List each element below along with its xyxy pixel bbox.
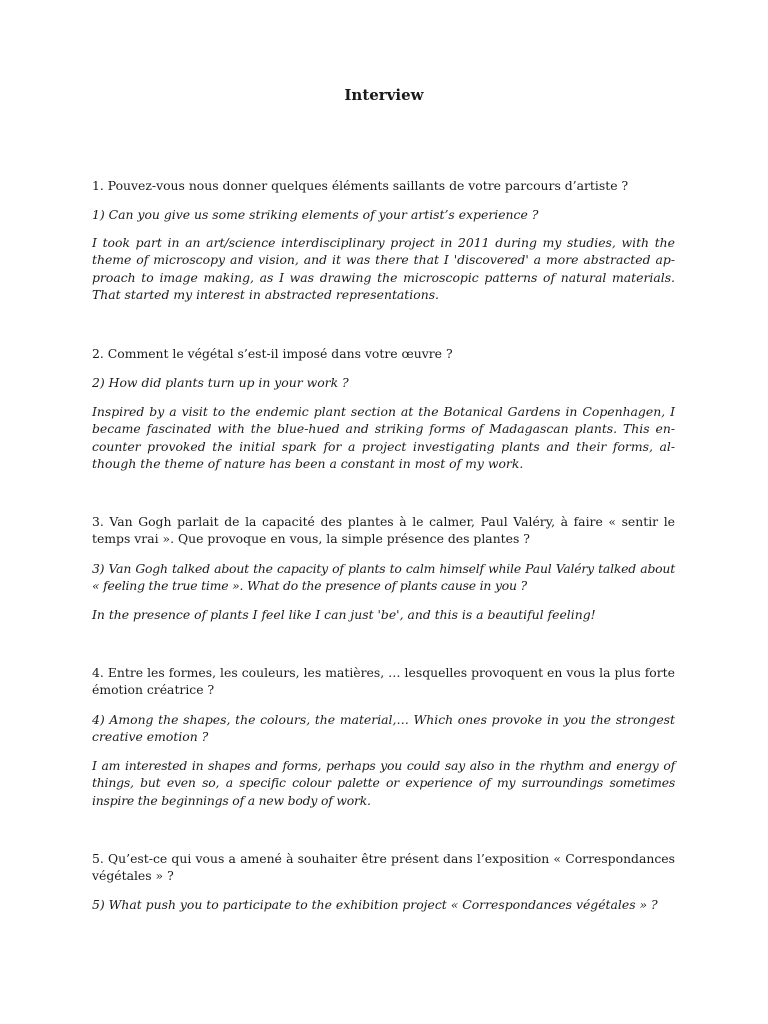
page-title: Interview (344, 86, 424, 104)
question-2-french: 2. Comment le végétal s’est-il imposé dans votre œuvre ? (92, 346, 453, 361)
question-1-french: 1. Pouvez-vous nous donner quelques éléments saillants de votre parcours d’artiste ? (92, 178, 629, 193)
question-1-english: 1) Can you give us some striking elements of your artist’s experience ? (92, 207, 539, 222)
answer-1: I took part in an art/science interdisciplinary project in 2011 during my studies, with the theme of microscopy and vision, and it was there that I 'discovered' a more abstracted approach to image making, as I was drawing the microscopic patterns of natural materials. That started my interest in abstracted representations. (92, 235, 675, 303)
question-3-english: 3) Van Gogh talked about the capacity of plants to calm himself while Paul Valéry talked about « feeling the true time ». What do the presence of plants cause in you ? (92, 561, 675, 594)
answer-3: In the presence of plants I feel like I can just 'be', and this is a beautiful feeling! (92, 607, 596, 622)
question-5-french: 5. Qu’est-ce qui vous a amené à souhaiter être présent dans l’exposition « Correspondances végétales » ? (92, 851, 675, 884)
answer-4: I am interested in shapes and forms, perhaps you could say also in the rhythm and energy of things, but even so, a specific colour palette or experience of my surroundings sometimes inspire the beginnings of a new body of work. (92, 758, 675, 808)
question-5-english: 5) What push you to participate to the exhibition project « Correspondances végétales » ? (92, 897, 658, 912)
answer-2: Inspired by a visit to the endemic plant section at the Botanical Gardens in Copenhagen, I became fascinated with the blue-hued and striking forms of Madagascan plants. This encounter provoked the initial spark for a project investigating plants and their forms, although the theme of nature has been a constant in most of my work. (92, 404, 675, 472)
question-3-french: 3. Van Gogh parlait de la capacité des plantes à le calmer, Paul Valéry, à faire « sentir le temps vrai ». Que provoque en vous, la simple présence des plantes ? (92, 514, 675, 547)
question-4-french: 4. Entre les formes, les couleurs, les matières, … lesquelles provoquent en vous la plus forte émotion créatrice ? (92, 665, 675, 698)
question-2-english: 2) How did plants turn up in your work ? (92, 375, 349, 390)
question-4-english: 4) Among the shapes, the colours, the material,… Which ones provoke in you the strongest creative emotion ? (92, 712, 675, 745)
